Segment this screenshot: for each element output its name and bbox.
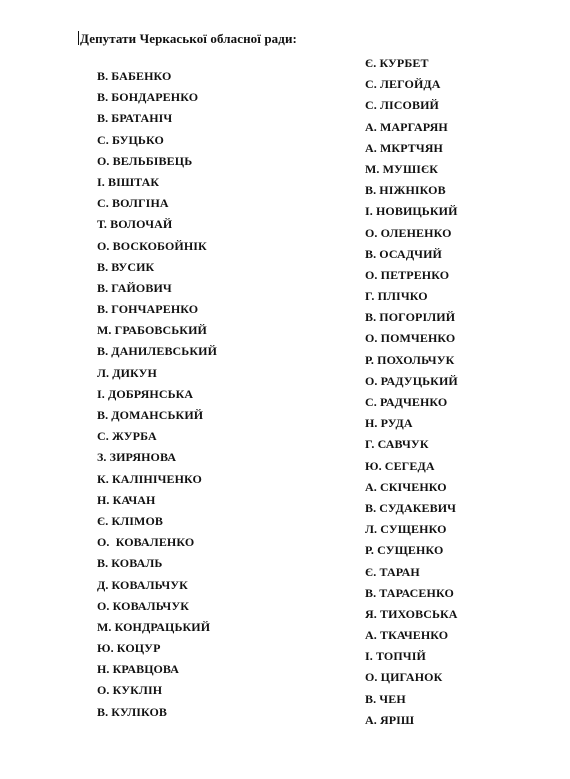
deputy-name: В. ВУСИК — [97, 259, 155, 274]
deputy-name: Н. КАЧАН — [97, 492, 156, 507]
deputy-name: О. КОВАЛЕНКО — [97, 535, 195, 550]
deputy-name: В. ОСАДЧИЙ — [365, 246, 442, 261]
deputy-name: О. КУКЛІН — [97, 683, 163, 698]
deputy-name: В. БРАТАНІЧ — [97, 111, 173, 126]
deputy-name: С. БУЦЬКО — [97, 132, 164, 147]
deputy-name: В. БОНДАРЕНКО — [97, 90, 199, 105]
deputy-name: Д. КОВАЛЬЧУК — [97, 577, 188, 592]
deputies-list-right — [365, 53, 458, 731]
deputy-name: А. ТКАЧЕНКО — [365, 628, 449, 643]
deputy-name: Я. ТИХОВСЬКА — [365, 606, 458, 621]
deputy-name: З. ЗИРЯНОВА — [97, 450, 177, 465]
deputy-name: О. ЦИГАНОК — [365, 670, 443, 685]
deputy-name: І. ВІШТАК — [97, 174, 160, 189]
deputy-name: Г. САВЧУК — [365, 437, 429, 452]
deputy-name: В. СУДАКЕВИЧ — [365, 500, 457, 515]
deputy-name: О. КОВАЛЬЧУК — [97, 598, 190, 613]
deputy-name: В. ДАНИЛЕВСЬКИЙ — [97, 344, 218, 359]
deputy-name: В. ТАРАСЕНКО — [365, 585, 454, 600]
deputy-name: В. ЧЕН — [365, 691, 406, 706]
deputy-name: Г. ПЛІЧКО — [365, 289, 428, 304]
document-title-line — [78, 31, 297, 47]
deputy-name: І. ДОБРЯНСЬКА — [97, 386, 194, 401]
deputy-name: Р. СУЩЕНКО — [365, 543, 444, 558]
deputy-name: О. ПОМЧЕНКО — [365, 331, 456, 346]
deputy-name: С. ВОЛГІНА — [97, 196, 169, 211]
deputy-name: К. КАЛІНІЧЕНКО — [97, 471, 202, 486]
deputy-name: С. ЛЕГОЙДА — [365, 77, 441, 92]
deputy-name: В. КОВАЛЬ — [97, 556, 163, 571]
deputy-name: А. МКРТЧЯН — [365, 140, 443, 155]
deputy-name: М. МУШІЄК — [365, 161, 439, 176]
deputy-name: Л. СУЩЕНКО — [365, 522, 447, 537]
deputies-list-left — [97, 66, 217, 723]
deputy-name: Н. КРАВЦОВА — [97, 662, 180, 677]
deputy-name: В. НІЖНІКОВ — [365, 183, 446, 198]
deputy-name: Л. ДИКУН — [97, 365, 157, 380]
deputy-name: О. ОЛЕНЕНКО — [365, 225, 452, 240]
deputy-name: І. НОВИЦЬКИЙ — [365, 204, 458, 219]
deputy-name: В. КУЛІКОВ — [97, 704, 168, 719]
deputy-name: О. ВЕЛЬБІВЕЦЬ — [97, 153, 193, 168]
deputy-name: С. ЖУРБА — [97, 429, 157, 444]
deputy-name: О. РАДУЦЬКИЙ — [365, 373, 458, 388]
deputy-name: М. ГРАБОВСЬКИЙ — [97, 323, 207, 338]
deputy-name: В. ГОНЧАРЕНКО — [97, 302, 199, 317]
deputy-name: А. СКІЧЕНКО — [365, 479, 447, 494]
document-title: Депутати Черкаської обласної ради: — [80, 31, 297, 46]
deputy-name: В. ПОГОРІЛИЙ — [365, 310, 456, 325]
deputy-name: А. МАРГАРЯН — [365, 119, 448, 134]
deputy-name: С. РАДЧЕНКО — [365, 395, 448, 409]
deputy-name: Р. ПОХОЛЬЧУК — [365, 352, 455, 367]
text-cursor — [78, 31, 79, 45]
deputy-name: Ю. СЕГЕДА — [365, 458, 435, 473]
deputy-name: В. ДОМАНСЬКИЙ — [97, 408, 204, 422]
deputy-name: Є. ТАРАН — [365, 564, 420, 579]
deputy-name: О. ПЕТРЕНКО — [365, 267, 450, 282]
deputy-name: Є. КЛІМОВ — [97, 513, 164, 528]
deputy-name: В. ГАЙОВИЧ — [97, 280, 172, 295]
deputy-name: Н. РУДА — [365, 416, 413, 431]
deputy-name: С. ЛІСОВИЙ — [365, 98, 439, 113]
deputy-name: М. КОНДРАЦЬКИЙ — [97, 619, 211, 634]
deputy-name: В. БАБЕНКО — [97, 69, 172, 83]
deputy-name: А. ЯРІШ — [365, 712, 415, 727]
deputy-name: Ю. КОЦУР — [97, 641, 161, 656]
deputy-name: І. ТОПЧІЙ — [365, 649, 426, 664]
deputy-name: Є. КУРБЕТ — [365, 56, 429, 70]
deputy-name: Т. ВОЛОЧАЙ — [97, 217, 173, 232]
deputy-name: О. ВОСКОБОЙНІК — [97, 238, 207, 253]
